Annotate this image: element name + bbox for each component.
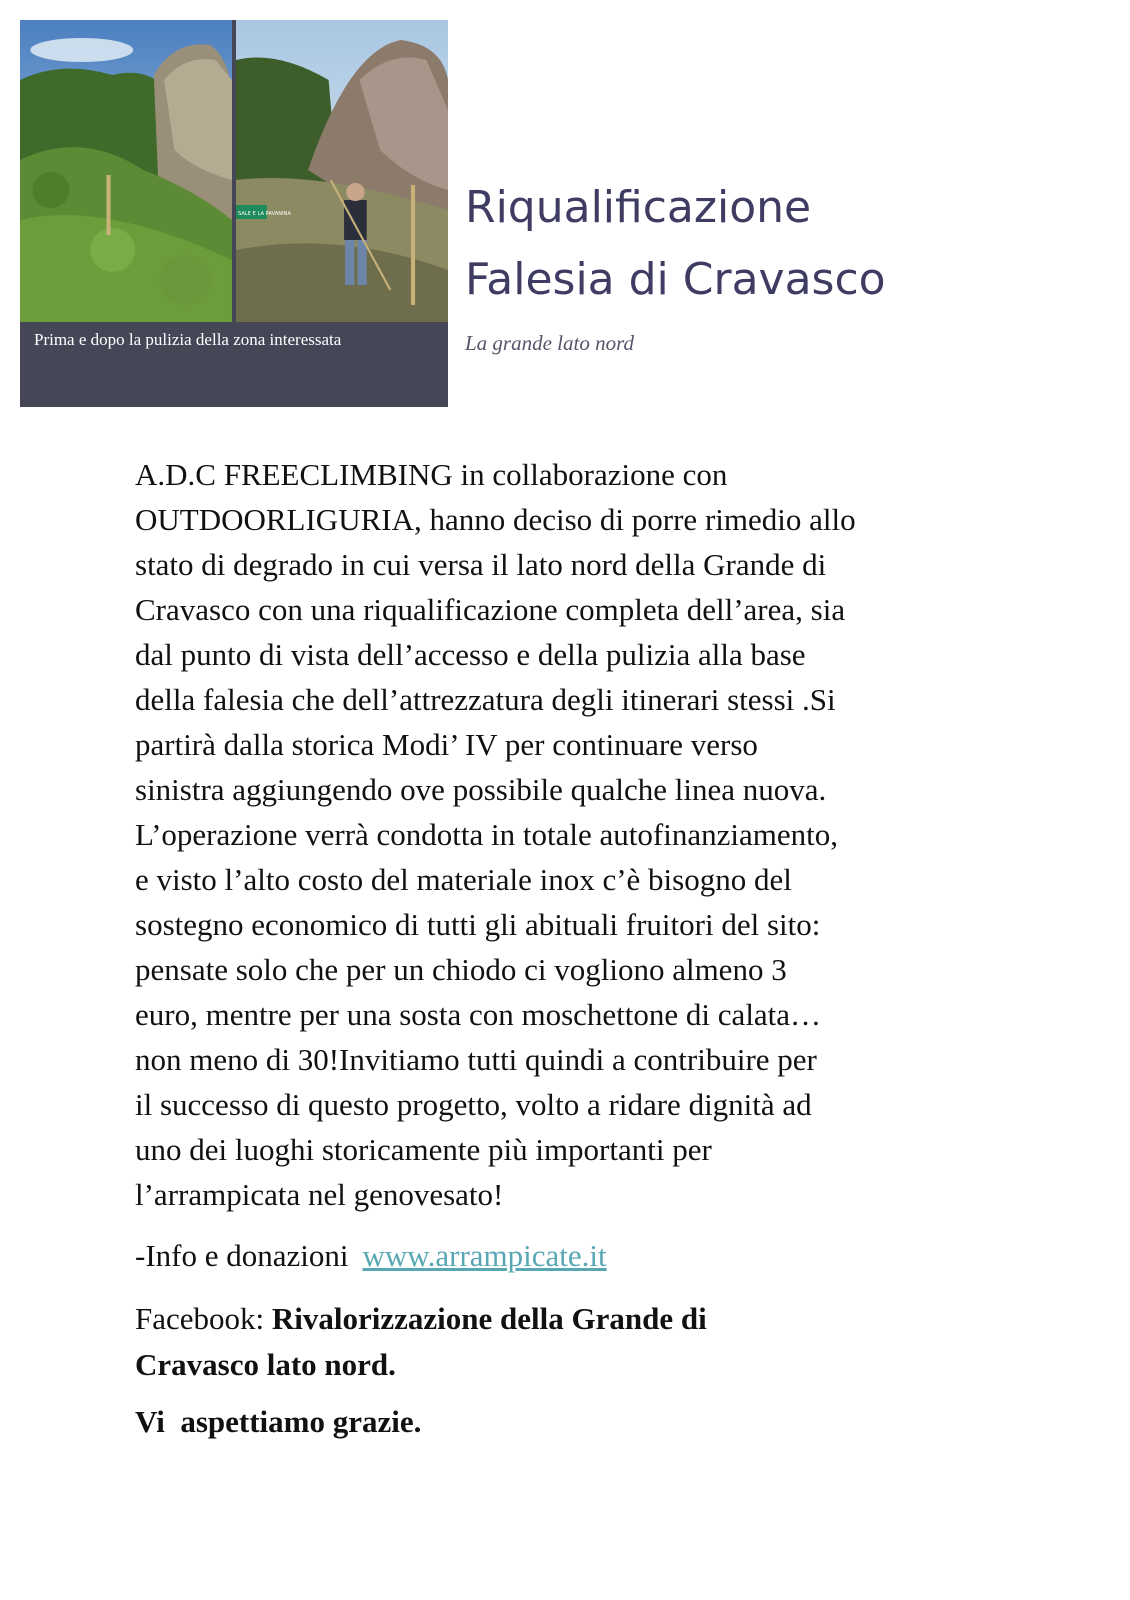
before-after-photos — [20, 20, 448, 322]
facebook-label: Facebook: — [135, 1301, 272, 1336]
body-text — [135, 452, 1015, 1217]
body-line: non meno di 30!Invitiamo tutti quindi a contribuire per — [135, 1042, 817, 1077]
body-line: stato di degrado in cui versa il lato nord della Grande di — [135, 547, 827, 582]
body-line: L’operazione verrà condotta in totale autofinanziamento, — [135, 817, 838, 852]
body-line: partirà dalla storica Modi’ IV per continuare verso — [135, 727, 758, 762]
info-label: -Info e donazioni — [135, 1238, 349, 1273]
body-line: sinistra aggiungendo ove possibile qualche linea nuova. — [135, 772, 827, 807]
body-line: euro, mentre per una sosta con moschettone di calata… — [135, 997, 822, 1032]
body-line: il successo di questo progetto, volto a ridare dignità ad — [135, 1087, 812, 1122]
page-subtitle: La grande lato nord — [465, 331, 634, 355]
body-line: uno dei luoghi storicamente più importanti per — [135, 1132, 712, 1167]
website-link[interactable]: www.arrampicate.it — [362, 1238, 607, 1273]
trail-sign-text: SALE E LA PAVANINA — [238, 211, 292, 217]
closing-text: Vi aspettiamo grazie. — [135, 1404, 422, 1439]
body-line: Cravasco con una riqualificazione completa dell’area, sia — [135, 592, 846, 627]
photo-caption: Prima e dopo la pulizia della zona interessata — [34, 330, 342, 349]
body-line: e visto l’alto costo del materiale inox c’è bisogno del — [135, 862, 792, 897]
title-line-1: Riqualificazione — [465, 182, 812, 233]
body-line: della falesia che dell’attrezzatura degli itinerari stessi .Si — [135, 682, 836, 717]
photo-before — [20, 20, 232, 322]
facebook-page-name-line-1: Rivalorizzazione della Grande di — [271, 1301, 707, 1336]
page-title — [465, 172, 886, 316]
info-line — [135, 1234, 607, 1278]
body-line: l’arrampicata nel genovesato! — [135, 1177, 504, 1212]
facebook-page-name-line-2: Cravasco lato nord. — [135, 1347, 396, 1382]
body-line: A.D.C FREECLIMBING in collaborazione con — [135, 457, 728, 492]
photo-panel — [20, 20, 448, 407]
body-line: dal punto di vista dell’accesso e della pulizia alla base — [135, 637, 806, 672]
title-line-2: Falesia di Cravasco — [465, 254, 886, 305]
body-line: OUTDOORLIGURIA, hanno deciso di porre rimedio allo — [135, 502, 856, 537]
photo-after — [236, 20, 448, 322]
body-line: pensate solo che per un chiodo ci vogliono almeno 3 — [135, 952, 787, 987]
body-line: sostegno economico di tutti gli abituali fruitori del sito: — [135, 907, 821, 942]
facebook-line — [135, 1296, 1015, 1388]
